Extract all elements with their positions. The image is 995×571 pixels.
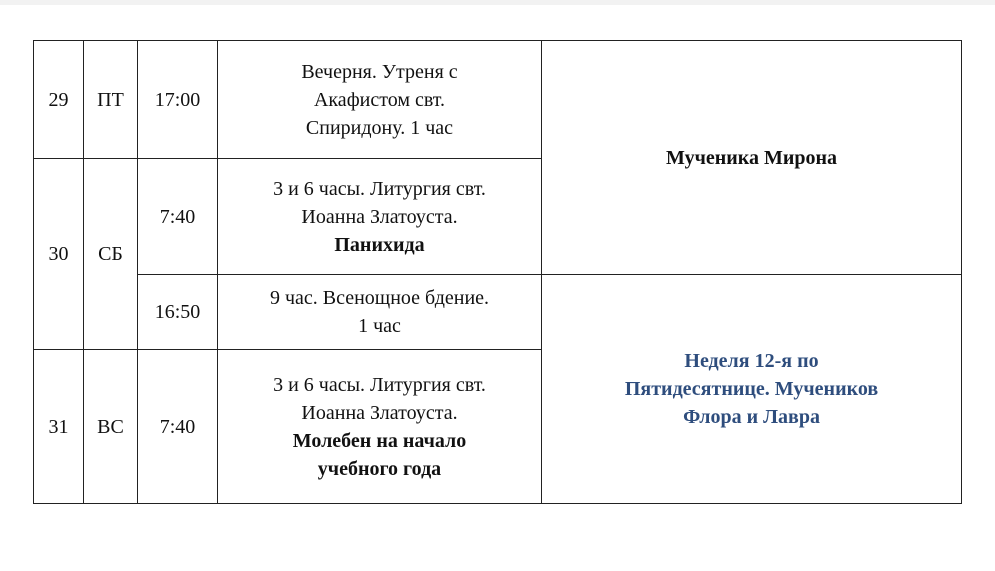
service-line-bold: Молебен на начало bbox=[292, 429, 467, 452]
service-time: 7:40 bbox=[138, 159, 218, 275]
feast-name bbox=[542, 41, 962, 275]
feast-line: Пятидесятнице. Мучеников bbox=[624, 378, 879, 400]
service-line: 1 час bbox=[358, 315, 401, 337]
day-number: 30 bbox=[34, 159, 84, 350]
weekday: СБ bbox=[84, 159, 138, 350]
service-line: Спиридону. 1 час bbox=[305, 116, 454, 139]
service-time: 7:40 bbox=[138, 350, 218, 504]
service-line: 3 и 6 часы. Литургия свт. bbox=[273, 373, 486, 396]
table-row bbox=[34, 41, 962, 159]
feast-line: Неделя 12-я по bbox=[684, 350, 819, 372]
feast-line: Флора и Лавра bbox=[683, 406, 820, 428]
service-line-bold: учебного года bbox=[317, 457, 442, 480]
service-description bbox=[218, 159, 542, 275]
service-line-bold: Панихида bbox=[334, 233, 425, 256]
service-time: 17:00 bbox=[138, 41, 218, 159]
top-band bbox=[0, 0, 995, 5]
table-row bbox=[34, 275, 962, 350]
weekday: ВС bbox=[84, 350, 138, 504]
service-line: Вечерня. Утреня с bbox=[301, 60, 458, 83]
service-description bbox=[218, 275, 542, 350]
service-time: 16:50 bbox=[138, 275, 218, 350]
service-line: Иоанна Златоуста. bbox=[301, 401, 458, 424]
service-line: 9 час. Всенощное бдение. bbox=[269, 287, 490, 309]
service-line: Акафистом свт. bbox=[313, 88, 446, 111]
feast-line: Мученика Мирона bbox=[665, 146, 838, 169]
weekday: ПТ bbox=[84, 41, 138, 159]
service-line: Иоанна Златоуста. bbox=[301, 205, 458, 228]
service-description bbox=[218, 350, 542, 504]
day-number: 29 bbox=[34, 41, 84, 159]
feast-name bbox=[542, 275, 962, 504]
day-number: 31 bbox=[34, 350, 84, 504]
service-line: 3 и 6 часы. Литургия свт. bbox=[273, 177, 486, 200]
service-description bbox=[218, 41, 542, 159]
schedule-table bbox=[33, 40, 962, 504]
